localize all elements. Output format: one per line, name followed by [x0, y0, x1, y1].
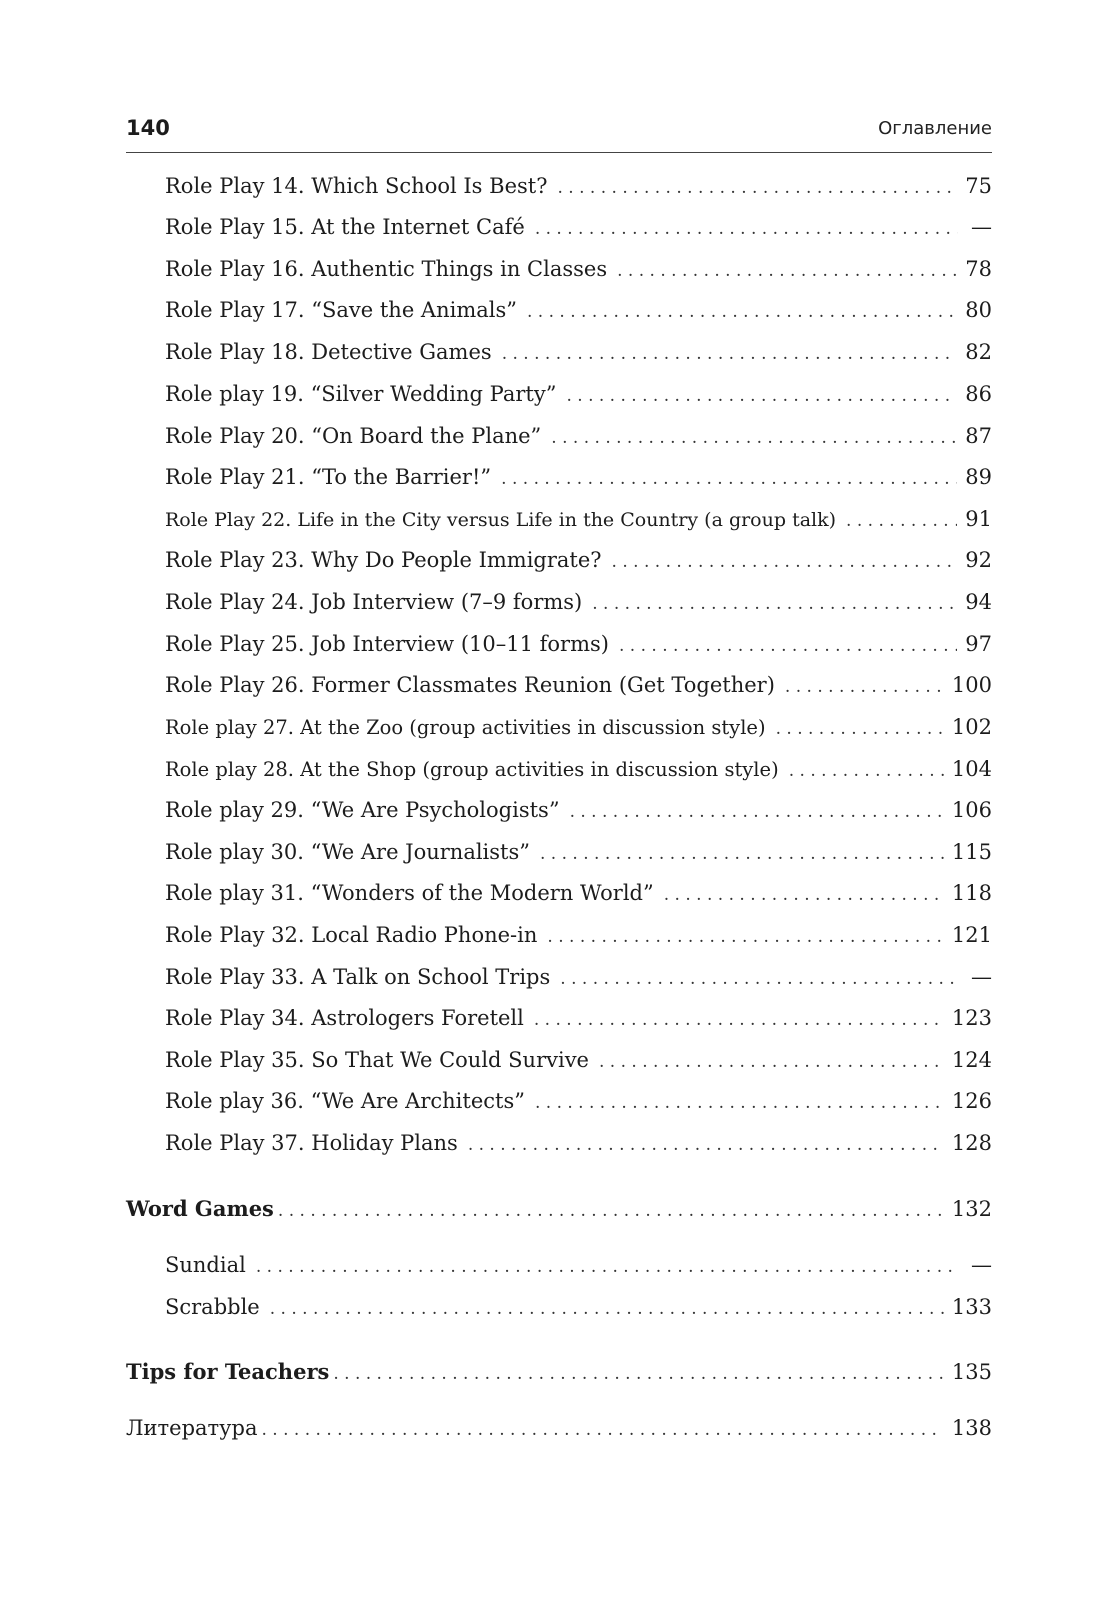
- toc-entry-title: Литература: [126, 1416, 258, 1440]
- dot-leader: [270, 1294, 944, 1324]
- toc-entry-title: Role Play 37. Holiday Plans: [165, 1131, 458, 1155]
- toc-entry-title: Role Play 22. Life in the City versus Life in the Country (a group talk): [165, 509, 837, 531]
- toc-entry[interactable]: [165, 962, 992, 992]
- dot-leader: [785, 672, 944, 702]
- dot-leader: [566, 381, 957, 411]
- toc-page-number: —: [971, 965, 992, 989]
- toc-entry-title: Role play 27. At the Zoo (group activities in discussion style): [165, 716, 766, 739]
- toc-entry[interactable]: [165, 212, 992, 242]
- toc-page-number: 128: [951, 1131, 992, 1155]
- dot-leader: [557, 173, 957, 203]
- toc-entry-title: Role play 36. “We Are Architects”: [165, 1089, 525, 1113]
- toc-entry[interactable]: [165, 837, 992, 867]
- toc-entry[interactable]: [165, 1292, 992, 1322]
- toc-entry[interactable]: [165, 670, 992, 700]
- toc-section-literature[interactable]: [126, 1413, 992, 1443]
- dot-leader: [535, 214, 958, 244]
- toc-page-number: 123: [951, 1006, 992, 1030]
- dot-leader: [612, 547, 958, 577]
- toc-entry-title: Role Play 16. Authentic Things in Classes: [165, 257, 608, 281]
- toc-entry[interactable]: [165, 712, 992, 742]
- dot-leader: [592, 589, 957, 619]
- toc-page-number: 87: [965, 424, 992, 448]
- toc-entry-title: Role Play 33. A Talk on School Trips: [165, 965, 551, 989]
- toc-entry-title: Role Play 34. Astrologers Foretell: [165, 1006, 524, 1030]
- toc-page-number: 104: [951, 757, 992, 781]
- toc-entry-title: Scrabble: [165, 1295, 260, 1319]
- toc-page-number: 132: [951, 1197, 992, 1221]
- toc-entry[interactable]: [165, 545, 992, 575]
- dot-leader: [846, 506, 957, 536]
- toc-page-number: 89: [965, 465, 992, 489]
- dot-leader: [261, 1415, 943, 1445]
- toc-entry[interactable]: [165, 1128, 992, 1158]
- toc-page-number: 126: [951, 1089, 992, 1113]
- toc-entry-title: Role Play 15. At the Internet Café: [165, 215, 525, 239]
- toc-page-number: 115: [951, 840, 992, 864]
- toc-entry[interactable]: [165, 337, 992, 367]
- toc-entry-title: Role Play 32. Local Radio Phone-in: [165, 923, 538, 947]
- dot-leader: [664, 880, 944, 910]
- toc-section-tips[interactable]: [126, 1357, 992, 1387]
- dot-leader: [776, 714, 944, 744]
- toc-entry[interactable]: [165, 1086, 992, 1116]
- dot-leader: [789, 756, 944, 786]
- dot-leader: [256, 1252, 958, 1282]
- toc-page-number: 97: [965, 632, 992, 656]
- toc-page-number: 124: [951, 1048, 992, 1072]
- dot-leader: [617, 256, 957, 286]
- toc-page-number: 121: [951, 923, 992, 947]
- dot-leader: [619, 631, 957, 661]
- toc-entry[interactable]: [165, 587, 992, 617]
- toc-entry-title: Role Play 21. “To the Barrier!”: [165, 465, 492, 489]
- toc-entry-title: Role play 28. At the Shop (group activities in discussion style): [165, 758, 779, 781]
- toc-page-number: 100: [951, 673, 992, 697]
- toc-entry[interactable]: [165, 421, 992, 451]
- toc-entry[interactable]: [165, 629, 992, 659]
- dot-leader: [599, 1047, 944, 1077]
- running-title: Оглавление: [878, 118, 992, 139]
- toc-entry-title: Word Games: [126, 1196, 274, 1221]
- dot-leader: [570, 797, 944, 827]
- toc-entry[interactable]: [165, 171, 992, 201]
- toc-entry-title: Sundial: [165, 1253, 246, 1277]
- dot-leader: [333, 1359, 944, 1389]
- toc-page-number: 80: [965, 298, 992, 322]
- toc-page-number: 92: [965, 548, 992, 572]
- toc-entry-title: Role Play 24. Job Interview (7–9 forms): [165, 590, 583, 614]
- dot-leader: [534, 1005, 944, 1035]
- toc-entry-title: Role Play 26. Former Classmates Reunion (Get Together): [165, 673, 775, 697]
- dot-leader: [278, 1196, 944, 1226]
- toc-page-number: 78: [965, 257, 992, 281]
- toc-page-number: 106: [951, 798, 992, 822]
- toc-entry-title: Role play 31. “Wonders of the Modern World”: [165, 881, 654, 905]
- toc-page-number: 102: [951, 715, 992, 739]
- toc-entry[interactable]: [165, 1045, 992, 1075]
- toc-entry[interactable]: [165, 1003, 992, 1033]
- toc-page-number: 91: [965, 507, 992, 531]
- toc-entry[interactable]: [165, 1250, 992, 1280]
- dot-leader: [551, 423, 957, 453]
- dot-leader: [468, 1130, 944, 1160]
- toc-entry[interactable]: [165, 295, 992, 325]
- toc-entry-title: Role Play 17. “Save the Animals”: [165, 298, 517, 322]
- dot-leader: [560, 964, 958, 994]
- toc-page-number: —: [971, 1253, 992, 1277]
- toc-page-number: 82: [965, 340, 992, 364]
- dot-leader: [527, 297, 957, 327]
- toc-entry[interactable]: [165, 920, 992, 950]
- toc-entry[interactable]: [165, 379, 992, 409]
- toc-entry-title: Role Play 20. “On Board the Plane”: [165, 424, 542, 448]
- toc-page-number: 135: [951, 1360, 992, 1384]
- dot-leader: [535, 1088, 944, 1118]
- toc-page-number: 133: [951, 1295, 992, 1319]
- toc-entry-title: Tips for Teachers: [126, 1359, 330, 1384]
- toc-entry-title: Role Play 35. So That We Could Survive: [165, 1048, 589, 1072]
- dot-leader: [501, 464, 957, 494]
- toc-entry[interactable]: [165, 504, 992, 534]
- toc-entry-title: Role Play 14. Which School Is Best?: [165, 174, 548, 198]
- toc-entry[interactable]: [165, 254, 992, 284]
- toc-page-number: 138: [951, 1416, 992, 1440]
- dot-leader: [547, 922, 944, 952]
- toc-entry-title: Role Play 23. Why Do People Immigrate?: [165, 548, 602, 572]
- toc-entry-title: Role play 30. “We Are Journalists”: [165, 840, 530, 864]
- toc-entry[interactable]: [165, 462, 992, 492]
- toc-page-number: 118: [951, 881, 992, 905]
- page-header: [126, 114, 992, 153]
- toc-entry-title: Role play 29. “We Are Psychologists”: [165, 798, 560, 822]
- toc-entry[interactable]: [165, 795, 992, 825]
- toc-entry[interactable]: [165, 878, 992, 908]
- toc-page-number: 75: [965, 174, 992, 198]
- toc-entry[interactable]: [165, 754, 992, 784]
- toc-entry-title: Role play 19. “Silver Wedding Party”: [165, 382, 557, 406]
- dot-leader: [502, 339, 958, 369]
- toc-section-word-games[interactable]: [126, 1194, 992, 1224]
- dot-leader: [540, 839, 944, 869]
- toc-page-number: 94: [965, 590, 992, 614]
- toc-entry-title: Role Play 18. Detective Games: [165, 340, 492, 364]
- toc-entry-title: Role Play 25. Job Interview (10–11 forms): [165, 632, 609, 656]
- toc-page-number: —: [971, 215, 992, 239]
- page-number: 140: [126, 116, 170, 140]
- toc-page-number: 86: [965, 382, 992, 406]
